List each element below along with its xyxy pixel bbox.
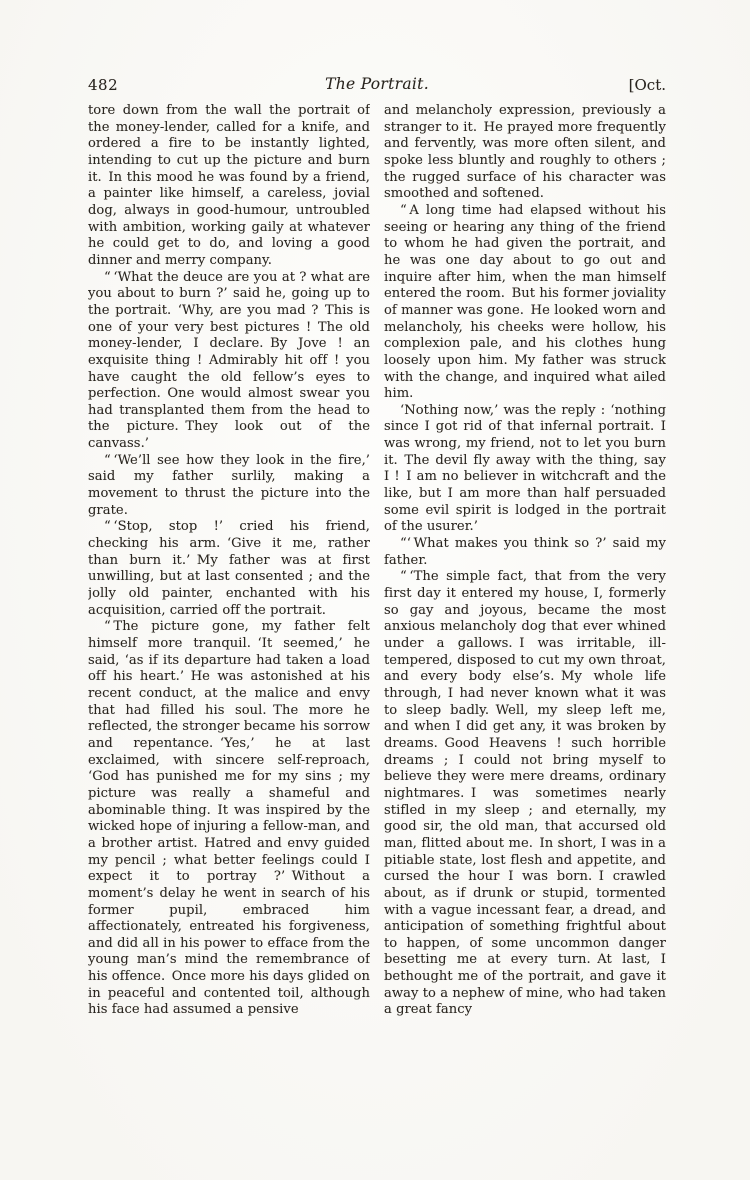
text-columns — [88, 103, 666, 1115]
page-number: 482 — [88, 76, 119, 94]
page-header — [88, 76, 666, 96]
paragraph: tore down from the wall the portrait of the money-lender, called for a knife, and ordered a fire to be instantly lighted, intending to cut up the picture and burn it. In this mood he was found by a friend, a painter like himself, a careless, jovial dog, always in good-humour, untroubled with ambition, working gaily at whatever he could get to do, and loving a good dinner and merry company. — [88, 103, 370, 268]
text-column-right — [384, 103, 666, 1115]
paragraph: “ The picture gone, my father felt himself more tranquil. ‘It seemed,’ he said, ‘as if its departure had taken a load off his heart.’ He was astonished at his recent conduct, at the malice and envy that had filled his soul. The more he reflected, the stronger became his sorrow and repentance. ‘Yes,’ he at last exclaimed, with sincere self-reproach, ‘God has punished me for my sins ; my picture was really a shameful and abominable thing. It was inspired by the wicked hope of injuring a fellow-man, and a brother artist. Hatred and envy guided my pencil ; what better feelings could I expect it to portray ?’ Without a moment’s delay he went in search of his former pupil, embraced him affectionately, entreated his forgiveness, and did all in his power to efface from the young man’s mind the remembrance of his offence. Once more his days glided on in peaceful and contented toil, although his face had assumed a pensive — [88, 619, 370, 1018]
running-title: The Portrait. — [325, 75, 429, 93]
paragraph: ‘Nothing now,’ was the reply : ‘nothing since I got rid of that infernal portrait. I was wrong, my friend, not to let you burn it. The devil fly away with the thing, say I ! I am no believer in witchcraft and the like, but I am more than half persuaded some evil spirit is lodged in the portrait of the usurer.’ — [384, 402, 666, 535]
paragraph: and melancholy expression, previously a stranger to it. He prayed more frequently and fervently, was more often silent, and spoke less bluntly and roughly to others ; the rugged surface of his character was smoothed and softened. — [384, 103, 666, 202]
paragraph: “‘ What makes you think so ?’ said my father. — [384, 536, 666, 568]
paragraph: “ A long time had elapsed without his seeing or hearing any thing of the friend to whom he had given the portrait, and he was one day about to go out and inquire after him, when the man himself entered the room. But his former joviality of manner was gone. He looked worn and melancholy, his cheeks were hollow, his complexion pale, and his clothes hung loosely upon him. My father was struck with the change, and inquired what ailed him. — [384, 202, 666, 402]
paragraph: “ ‘Stop, stop !’ cried his friend, checking his arm. ‘Give it me, rather than burn it.’ My father was at first unwilling, but at last consented ; and the jolly old painter, enchanted with his acquisition, carried off the portrait. — [88, 519, 370, 618]
text-column-left — [88, 103, 370, 1115]
paragraph: “ ‘We’ll see how they look in the fire,’ said my father surlily, making a movement to thrust the picture into the grate. — [88, 452, 370, 518]
paragraph: “ ‘The simple fact, that from the very first day it entered my house, I, formerly so gay and joyous, became the most anxious melancholy dog that ever whined under a gallows. I was irritable, ill-tempered, disposed to cut my own throat, and every body else’s. My whole life through, I had never known what it was to sleep badly. Well, my sleep left me, and when I did get any, it was broken by dreams. Good Heavens ! such horrible dreams ; I could not bring myself to believe they were mere dreams, ordinary nightmares. I was sometimes nearly stifled in my sleep ; and eternally, my good sir, the old man, that accursed old man, flitted about me. In short, I was in a pitiable state, lost flesh and appetite, and cursed the hour I was born. I crawled about, as if drunk or stupid, tormented with a vague incessant fear, a dread, and anticipation of something frightful about to happen, of some uncommon danger besetting me at every turn. At last, I bethought me of the portrait, and gave it away to a nephew of mine, who had taken a great fancy — [384, 569, 666, 1018]
paragraph: “ ‘What the deuce are you at ? what are you about to burn ?’ said he, going up to the portrait. ‘Why, are you mad ? This is one of your very best pictures ! The old money-lender, I declare. By Jove ! an exquisite thing ! Admirably hit off ! you have caught the old fellow’s eyes to perfection. One would almost swear you had transplanted them from the head to the picture. They look out of the canvass.’ — [88, 269, 370, 452]
issue-month-label: [Oct. — [628, 76, 666, 94]
